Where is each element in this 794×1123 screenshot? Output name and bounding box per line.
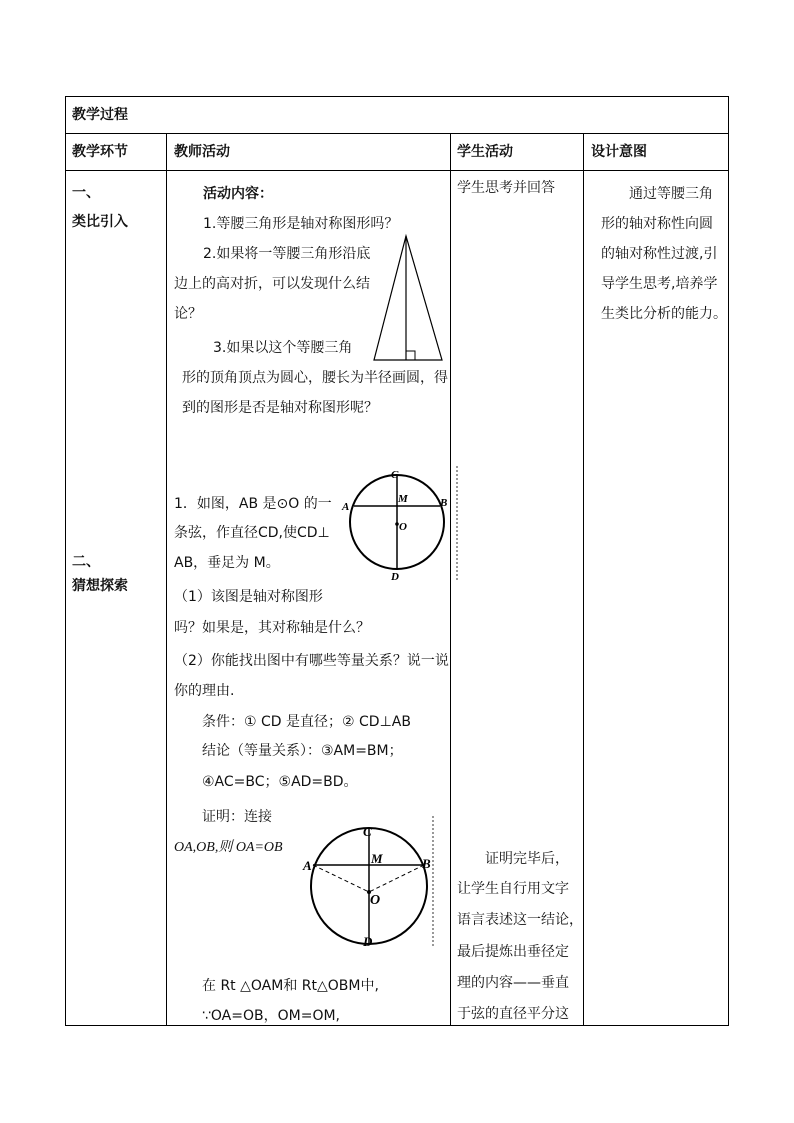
student-activity-2-line-1: 证明完毕后， (485, 851, 569, 867)
label-b: B (440, 497, 448, 509)
proof-right-triangles: 在 Rt △OAM和 Rt△OBM中, (202, 978, 379, 994)
table-left-border (65, 96, 66, 1026)
sub-question-2-line-2: 你的理由. (174, 683, 235, 699)
column-header-teacher: 教师活动 (174, 144, 230, 160)
label-c: C (391, 469, 399, 481)
proof-connect-text: OA,OB,则 OA=OB (174, 840, 283, 855)
student-activity-2-line-2: 让学生自行用文字 (457, 881, 569, 897)
student-activity-2-line-5: 理的内容——垂直 (457, 975, 569, 991)
label-o: O (399, 521, 407, 533)
label-a-2: A (303, 858, 312, 873)
conditions-text: 条件：① CD 是直径；② CD⊥AB (202, 714, 411, 730)
sub-question-1-line-2: 吗？如果是，其对称轴是什么？ (174, 620, 370, 636)
table-header-divider (65, 133, 729, 134)
arc-equalities-text: ④AC=BC；⑤AD=BD。 (202, 774, 358, 790)
conclusion-text: 结论（等量关系）：③AM=BM； (202, 743, 403, 759)
activity-title: 活动内容： (203, 186, 273, 202)
column-header-stage: 教学环节 (72, 144, 128, 160)
proof-since: ∵OA=OB，OM=OM, (202, 1008, 340, 1024)
isosceles-triangle-figure (368, 232, 448, 364)
label-m-2: M (371, 851, 383, 866)
stage-1-name: 类比引入 (72, 214, 128, 230)
column-header-intent: 设计意图 (591, 144, 647, 160)
table-top-border (65, 96, 729, 97)
label-b-2: B (422, 856, 431, 871)
question-2-line-1: 2.如果将一等腰三角形沿底 (203, 246, 371, 262)
chord-diameter-figure-1 (340, 466, 460, 584)
question-3-line-3: 到的图形是否是轴对称图形呢？ (182, 400, 378, 416)
label-c-2: C (363, 824, 372, 839)
proof-intro: 证明：连接 (202, 809, 272, 825)
stage-2-number: 二、 (72, 554, 100, 570)
problem-1-line-3: AB，垂足为 M。 (174, 555, 280, 571)
label-a: A (342, 501, 350, 513)
question-3-line-2: 形的顶角顶点为圆心，腰长为半径画圆，得 (182, 370, 448, 386)
table-bottom-border (65, 1025, 729, 1026)
student-activity-2-line-4: 最后提炼出垂径定 (457, 944, 569, 960)
intent-line-2: 形的轴对称性向圆 (601, 216, 713, 232)
chord-diameter-figure-2 (300, 816, 440, 948)
column-divider-3 (583, 133, 584, 1026)
student-activity-1: 学生思考并回答 (457, 180, 555, 196)
intent-line-4: 导学生思考,培养学 (601, 276, 718, 292)
question-2-line-2: 边上的高对折，可以发现什么结 (174, 276, 370, 292)
label-o-2: O (370, 893, 381, 908)
column-divider-1 (166, 133, 167, 1026)
column-header-student: 学生活动 (457, 144, 513, 160)
table-title: 教学过程 (72, 107, 128, 123)
table-column-header-divider (65, 170, 729, 171)
sub-question-1-line-1: （1）该图是轴对称图形 (174, 589, 323, 605)
intent-line-3: 的轴对称性过渡,引 (601, 246, 718, 262)
sub-question-2-line-1: （2）你能找出图中有哪些等量关系？说一说 (174, 653, 449, 669)
problem-1-line-2: 条弦，作直径CD,使CD⊥ (174, 525, 330, 541)
question-3-line-1: 3.如果以这个等腰三角 (213, 340, 353, 356)
question-2-line-3: 论？ (174, 306, 202, 322)
intent-line-1: 通过等腰三角 (629, 186, 713, 202)
problem-1-line-1: 1．如图，AB 是⊙O 的一 (174, 496, 332, 512)
question-1: 1.等腰三角形是轴对称图形吗？ (203, 216, 399, 232)
student-activity-2-line-6: 于弦的直径平分这 (457, 1006, 569, 1022)
intent-line-5: 生类比分析的能力。 (601, 306, 727, 322)
student-activity-2-line-3: 语言表述这一结论， (457, 912, 583, 928)
label-d-2: D (363, 934, 373, 948)
label-d: D (391, 571, 399, 583)
stage-1-number: 一、 (72, 185, 100, 201)
table-right-border (728, 96, 729, 1026)
stage-2-name: 猜想探索 (72, 578, 128, 594)
label-m: M (398, 493, 408, 505)
